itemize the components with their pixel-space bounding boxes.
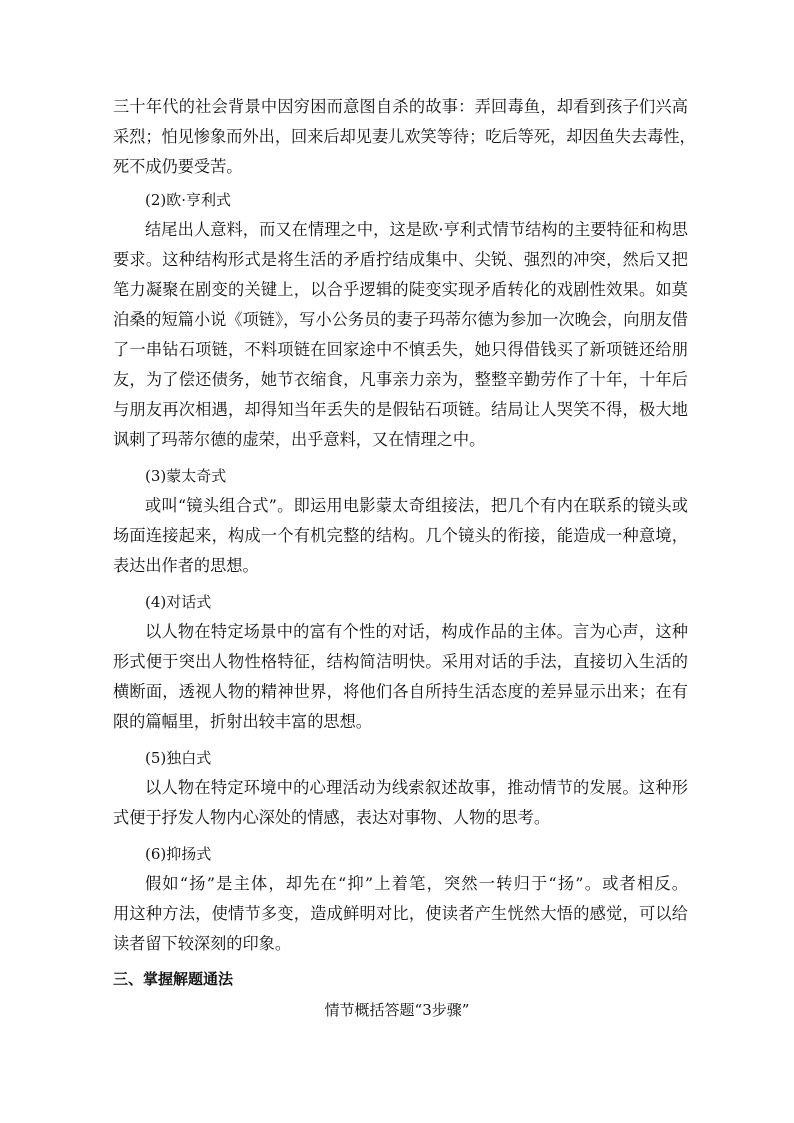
paragraph-line: 读者留下较深刻的印象。 xyxy=(113,934,292,953)
paragraph-line: 了一串钻石项链，不料项链在回家途中不慎丢失，她只得借钱买了新项链还给朋 xyxy=(113,340,688,359)
paragraph-line: 或叫“镜头组合式”。即运用电影蒙太奇组接法，把几个有内在联系的镜头或 xyxy=(145,496,688,515)
paragraph-line: 假如“扬”是主体，却先在“抑”上着笔，突然一转归于“扬”。或者相反。 xyxy=(145,874,688,893)
paragraph-line: 友，为了偿还债务，她节衣缩食，凡事亲力亲为，整整辛勤劳作了十年，十年后 xyxy=(113,370,688,389)
paragraph-line: 要求。这种结构形式是将生活的矛盾拧结成集中、尖锐、强烈的冲突，然后又把 xyxy=(113,250,688,269)
subsection-heading: (3)蒙太奇式 xyxy=(145,467,227,485)
paragraph-line: 死不成仍要受苦。 xyxy=(113,157,243,176)
paragraph-line: 以人物在特定场景中的富有个性的对话，构成作品的主体。言为心声，这种 xyxy=(145,622,688,641)
paragraph-line: 限的篇幅里，折射出较丰富的思想。 xyxy=(113,712,372,731)
centered-heading: 情节概括答题“3步骤” xyxy=(324,1001,470,1019)
paragraph-line: 与朋友再次相遇，却得知当年丢失的是假钻石项链。结局让人哭笑不得，极大地 xyxy=(113,400,688,419)
subsection-heading: (4)对话式 xyxy=(145,593,212,611)
subsection-heading: (5)独白式 xyxy=(145,749,212,767)
paragraph-line: 式便于抒发人物内心深处的情感，表达对事物、人物的思考。 xyxy=(113,808,551,827)
section-title: 三、掌握解题通法 xyxy=(113,970,234,988)
paragraph-line: 三十年代的社会背景中因穷困而意图自杀的故事：弄回毒鱼，却看到孩子们兴高 xyxy=(113,97,688,116)
paragraph-line: 以人物在特定环境中的心理活动为线索叙述故事，推动情节的发展。这种形 xyxy=(145,778,688,797)
paragraph-line: 横断面，透视人物的精神世界，将他们各自所持生活态度的差异显示出来；在有 xyxy=(113,682,688,701)
paragraph-line: 场面连接起来，构成一个有机完整的结构。几个镜头的衔接，能造成一种意境， xyxy=(113,526,688,545)
paragraph-line: 形式便于突出人物性格特征，结构简洁明快。采用对话的手法，直接切入生活的 xyxy=(113,652,688,671)
paragraph-line: 用这种方法，使情节多变，造成鲜明对比，使读者产生恍然大悟的感觉，可以给 xyxy=(113,904,688,923)
paragraph-line: 笔力凝聚在剧变的关键上，以合乎逻辑的陡变实现矛盾转化的戏剧性效果。如莫 xyxy=(113,280,688,299)
subsection-heading: (2)欧·亨利式 xyxy=(145,191,232,209)
paragraph-line: 结尾出人意料，而又在情理之中，这是欧·亨利式情节结构的主要特征和构思 xyxy=(145,220,688,239)
paragraph-line: 表达出作者的思想。 xyxy=(113,556,259,575)
paragraph-line: 采烈；怕见惨象而外出，回来后却见妻儿欢笑等待；吃后等死，却因鱼失去毒性， xyxy=(113,127,696,146)
paragraph-line: 讽刺了玛蒂尔德的虚荣，出乎意料，又在情理之中。 xyxy=(113,430,486,449)
subsection-heading: (6)抑扬式 xyxy=(145,845,212,863)
paragraph-line: 泊桑的短篇小说《项链》，写小公务员的妻子玛蒂尔德为参加一次晚会，向朋友借 xyxy=(113,310,688,329)
